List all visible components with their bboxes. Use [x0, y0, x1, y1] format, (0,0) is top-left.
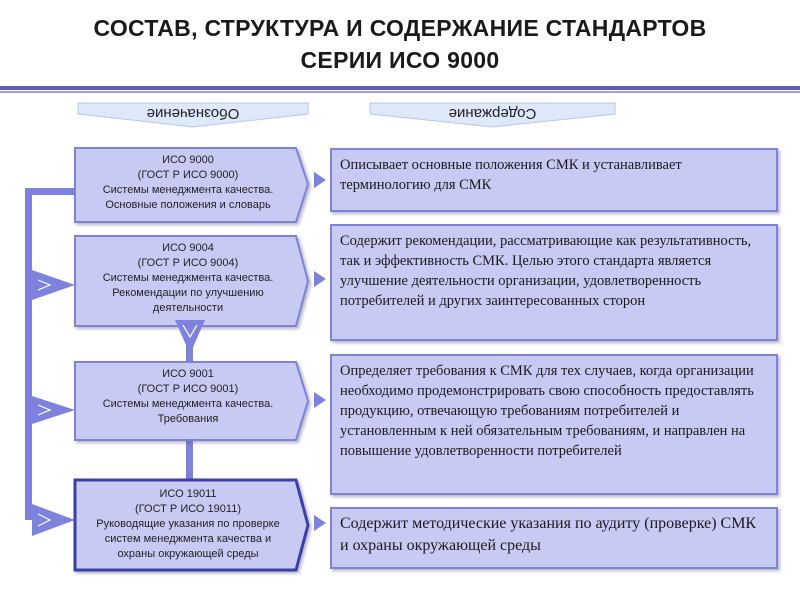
standard-text-iso-19011	[78, 487, 298, 562]
standard-gost: (ГОСТ Р ИСО 9001)	[137, 383, 239, 395]
standard-line: Основные положения и словарь	[105, 199, 271, 211]
pointer-desc-1	[314, 172, 326, 188]
standard-text-iso-9000	[78, 153, 298, 213]
standard-code: ИСО 9001	[162, 368, 214, 380]
standard-code: ИСО 9000	[162, 154, 214, 166]
side-arrows	[32, 270, 75, 536]
standard-line: Рекомендации по улучшению	[112, 287, 264, 299]
standard-gost: (ГОСТ Р ИСО 9000)	[137, 169, 239, 181]
standard-code: ИСО 9004	[162, 242, 214, 254]
arrow-to-iso-9004	[32, 270, 75, 300]
standard-text-iso-9001	[78, 367, 298, 427]
title-line-1: СОСТАВ, СТРУКТУРА И СОДЕРЖАНИЕ СТАНДАРТОВ	[93, 15, 707, 41]
standard-line: Системы менеджмента качества.	[102, 184, 274, 196]
standard-line: охраны окружающей среды	[117, 548, 259, 560]
standard-line: Руководящие указания по проверке	[96, 518, 280, 530]
standard-gost: (ГОСТ Р ИСО 19011)	[135, 503, 241, 515]
description-iso-9004: Содержит рекомендации, рассматривающие как результативность, так и эффективность СМК. Целью этого стандарта является улучшение деятельности организации, удовлетворенность потребителей и других заинтересованных сторон	[330, 224, 778, 341]
standard-code: ИСО 19011	[159, 488, 217, 500]
description-iso-19011: Содержит методические указания по аудиту (проверке) СМК и охраны окружающей среды	[330, 507, 778, 569]
pointer-desc-4	[314, 515, 326, 531]
arrow-to-iso-19011	[32, 504, 75, 536]
header-right-label: Содержание	[448, 105, 537, 122]
standard-line: деятельности	[152, 302, 224, 314]
pointer-desc-3	[314, 392, 326, 408]
arrow-to-iso-9001	[32, 396, 75, 424]
standard-line: Системы менеджмента качества.	[102, 398, 274, 410]
standard-line: систем менеджмента качества и	[104, 533, 272, 545]
standard-text-iso-9004	[78, 241, 298, 316]
title-line-2: СЕРИИ ИСО 9000	[300, 47, 500, 73]
standard-gost: (ГОСТ Р ИСО 9004)	[137, 257, 239, 269]
pointer-desc-2	[314, 271, 326, 287]
description-iso-9000: Описывает основные положения СМК и устанавливает терминологию для СМК	[330, 148, 778, 212]
description-iso-9001: Определяет требования к СМК для тех случаев, когда организации необходимо продемонстрировать свою способность предоставлять продукцию, отвечающую требованиям потребителей и установленным к ней обязательным требованиям, и направлен на повышение удовлетворенности потребителей	[330, 354, 778, 495]
standard-line: Требования	[157, 413, 219, 425]
standard-line: Системы менеджмента качества.	[102, 272, 274, 284]
header-left-label: Обозначение	[146, 105, 240, 122]
